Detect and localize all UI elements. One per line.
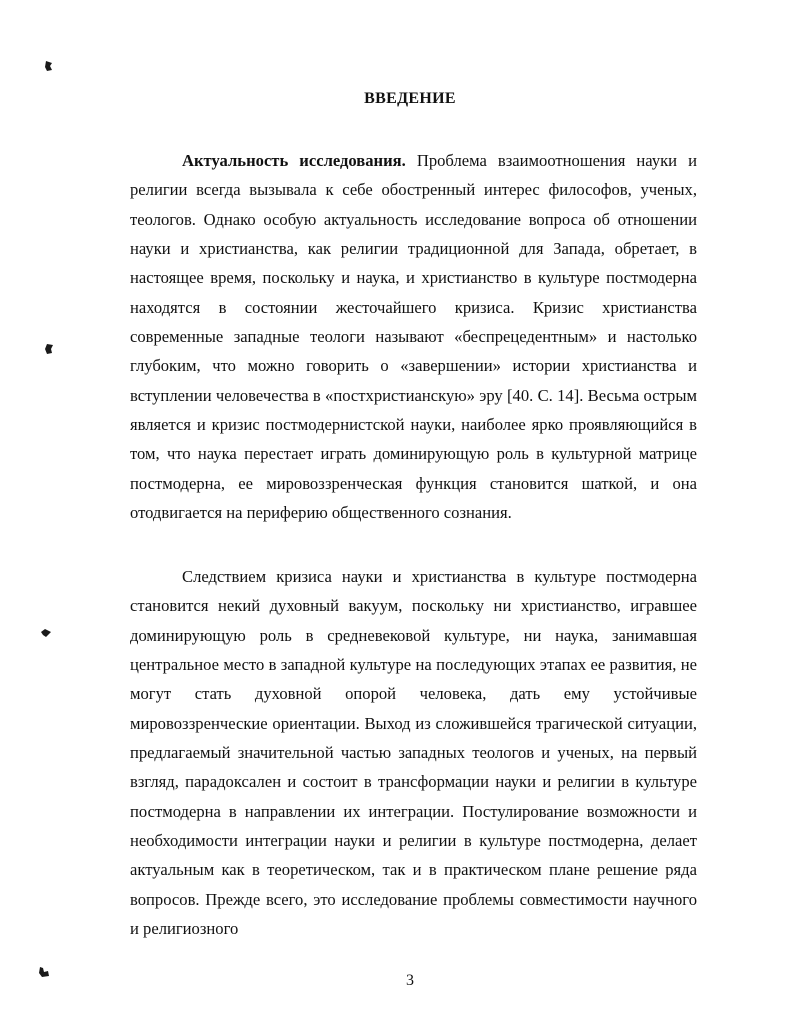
scan-mark-bottom	[38, 966, 48, 978]
paragraph-consequence	[130, 562, 697, 943]
page-number: 3	[406, 972, 414, 989]
scan-mark-upper-middle	[44, 343, 54, 355]
paragraph-lead: Актуальность исследования.	[182, 151, 406, 170]
body-text-block-1	[130, 146, 697, 527]
paragraph-relevance	[130, 146, 697, 527]
body-text-block-2	[130, 562, 697, 943]
scan-mark-top	[44, 60, 54, 72]
paragraph-text: Проблема взаимоотношения науки и религии всегда вызывала к себе обостренный интерес философов, ученых, теологов. Однако особую актуальность исследование вопроса об отношении науки и христианства, как религии традиционной для Запада, обретает, в настоящее время, поскольку и наука, и христианство в культуре постмодерна находятся в состоянии жесточайшего кризиса. Кризис христианства современные западные теологи называют «беспрецедентным» и настолько глубоким, что можно говорить о «завершении» истории христианства и вступлении человечества в «постхристианскую» эру [40. С. 14]. Весьма острым является и кризис постмодернистской науки, наиболее ярко проявляющийся в том, что наука перестает играть доминирующую роль в культурной матрице постмодерна, ее мировоззренческая функция становится шаткой, и она отодвигается на периферию общественного сознания.	[130, 151, 697, 523]
section-heading: ВВЕДЕНИЕ	[364, 90, 456, 107]
scan-mark-lower-middle	[40, 628, 50, 640]
paragraph-text: Следствием кризиса науки и христианства в культуре постмодерна становится некий духовный вакуум, поскольку ни христианство, игравшее доминирующую роль в средневековой культуре, ни наука, занимавшая центральное место в западной культуре на последующих этапах ее развития, не могут стать духовной опорой человека, дать ему устойчивые мировоззренческие ориентации. Выход из сложившейся трагической ситуации, предлагаемый значительной частью западных теологов и ученых, на первый взгляд, парадоксален и состоит в трансформации науки и религии в культуре постмодерна в направлении их интеграции. Постулирование возможности и необходимости интеграции науки и религии в культуре постмодерна, делает актуальным как в теоретическом, так и в практическом плане решение ряда вопросов. Прежде всего, это исследование проблемы совместимости научного и религиозного	[130, 567, 697, 939]
